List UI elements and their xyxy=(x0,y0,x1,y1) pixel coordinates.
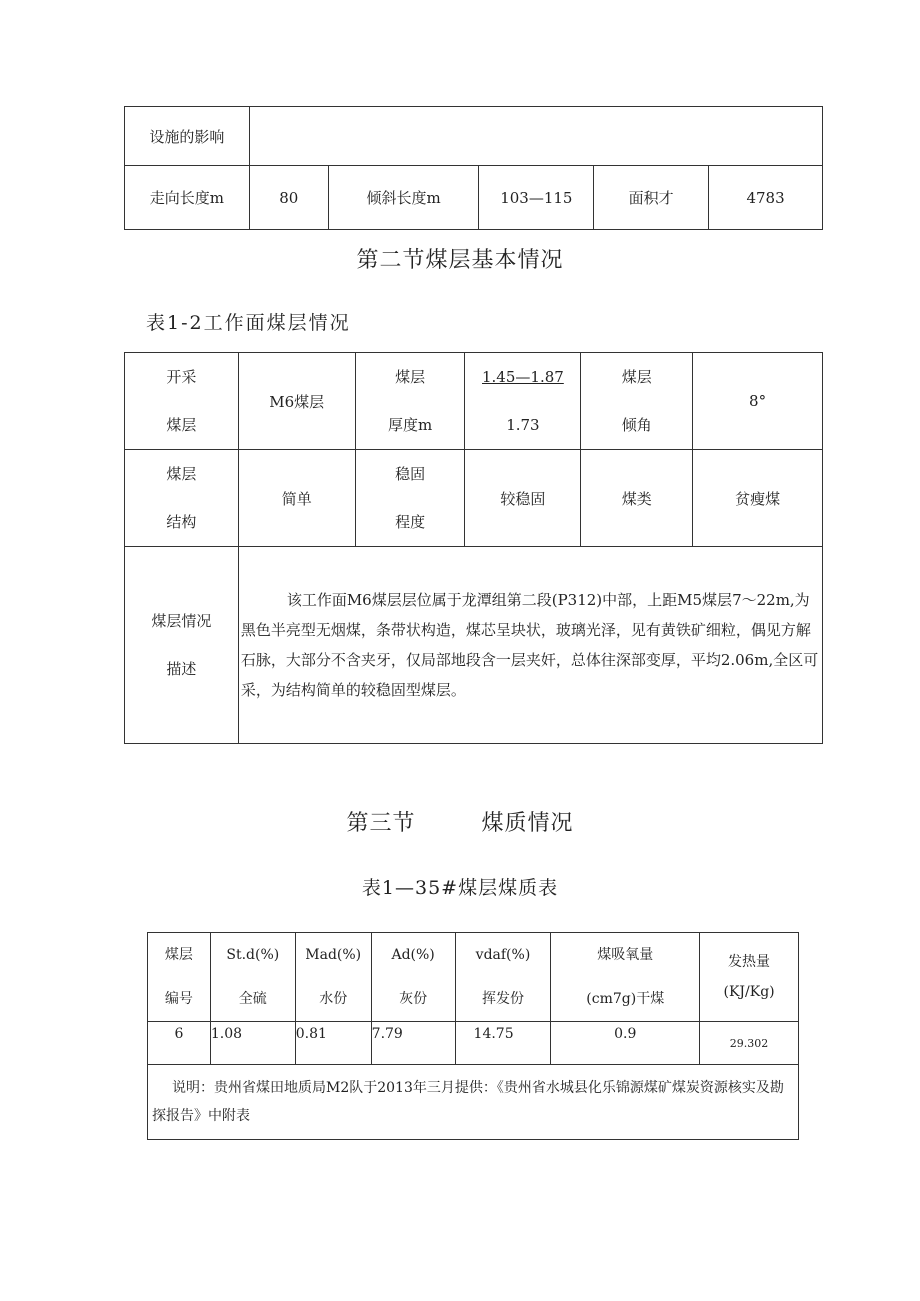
header-seam-no: 煤层 编号 xyxy=(148,933,211,1022)
section3-title: 煤质情况 xyxy=(481,811,574,836)
value-oxygen-absorption: 0.9 xyxy=(551,1022,700,1065)
value-sulfur: 1.08 xyxy=(210,1022,295,1065)
stability-value: 较稳固 xyxy=(465,450,581,547)
header-volatile: vdaf(%) 挥发份 xyxy=(455,933,551,1022)
coal-type-value: 贫瘦煤 xyxy=(693,450,823,547)
coal-type-label: 煤类 xyxy=(581,450,693,547)
dip-angle-value: 8° xyxy=(693,353,823,450)
header-ash: Ad(%) 灰份 xyxy=(371,933,455,1022)
header-sulfur: St.d(%) 全硫 xyxy=(210,933,295,1022)
description-label: 煤层情况 描述 xyxy=(125,547,239,744)
structure-label: 煤层 结构 xyxy=(125,450,239,547)
seam-condition-table xyxy=(124,352,823,744)
stability-label: 稳固 程度 xyxy=(355,450,465,547)
value-ash: 7.79 xyxy=(371,1022,455,1065)
header-oxygen-absorption: 煤吸氧量 (cm7g)干煤 xyxy=(551,933,700,1022)
structure-value: 简单 xyxy=(238,450,355,547)
mining-seam-label: 开采 煤层 xyxy=(125,353,239,450)
dip-length-label: 倾斜长度m xyxy=(328,166,479,230)
section3-heading xyxy=(0,806,920,837)
section3-number: 第三节 xyxy=(346,811,416,836)
header-heat-value: 发热量 (KJ/Kg) xyxy=(700,933,799,1022)
table2-caption: 表1-2工作面煤层情况 xyxy=(146,312,351,334)
value-moisture: 0.81 xyxy=(295,1022,371,1065)
thickness-value: 1.45—1.87 1.73 xyxy=(465,353,581,450)
value-heat-value: 29.302 xyxy=(700,1022,799,1065)
table3-caption: 表1—35#煤层煤质表 xyxy=(361,877,559,899)
work-face-table xyxy=(124,106,823,230)
dip-angle-label: 煤层 倾角 xyxy=(581,353,693,450)
coal-quality-table xyxy=(147,932,799,1140)
dip-length-value: 103—115 xyxy=(479,166,594,230)
area-value: 4783 xyxy=(709,166,823,230)
value-volatile: 14.75 xyxy=(455,1022,551,1065)
strike-length-label: 走向长度m xyxy=(125,166,250,230)
facility-impact-value xyxy=(249,107,822,166)
seam-name: M6煤层 xyxy=(238,353,355,450)
value-seam-no: 6 xyxy=(148,1022,211,1065)
area-label: 面积才 xyxy=(594,166,709,230)
strike-length-value: 80 xyxy=(249,166,328,230)
section2-heading: 第二节煤层基本情况 xyxy=(356,248,564,273)
table-note: 说明：贵州省煤田地质局M2队于2013年三月提供：《贵州省水城县化乐锦源煤矿煤炭资源核实及勘探报告》中附表 xyxy=(148,1065,799,1140)
header-moisture: Mad(%) 水份 xyxy=(295,933,371,1022)
thickness-label: 煤层 厚度m xyxy=(355,353,465,450)
description-text: 该工作面M6煤层层位属于龙潭组第二段(P312)中部，上距M5煤层7～22m,为黑色半亮型无烟煤，条带状构造，煤芯呈块状，玻璃光泽，见有黄铁矿细粒，偶见方解石脉，大部分不含夹牙，仅局部地段含一层夹奸，总体往深部变厚，平均2.06m,全区可采，为结构简单的较稳固型煤层。 xyxy=(238,547,822,744)
facility-impact-label: 设施的影响 xyxy=(125,107,250,166)
